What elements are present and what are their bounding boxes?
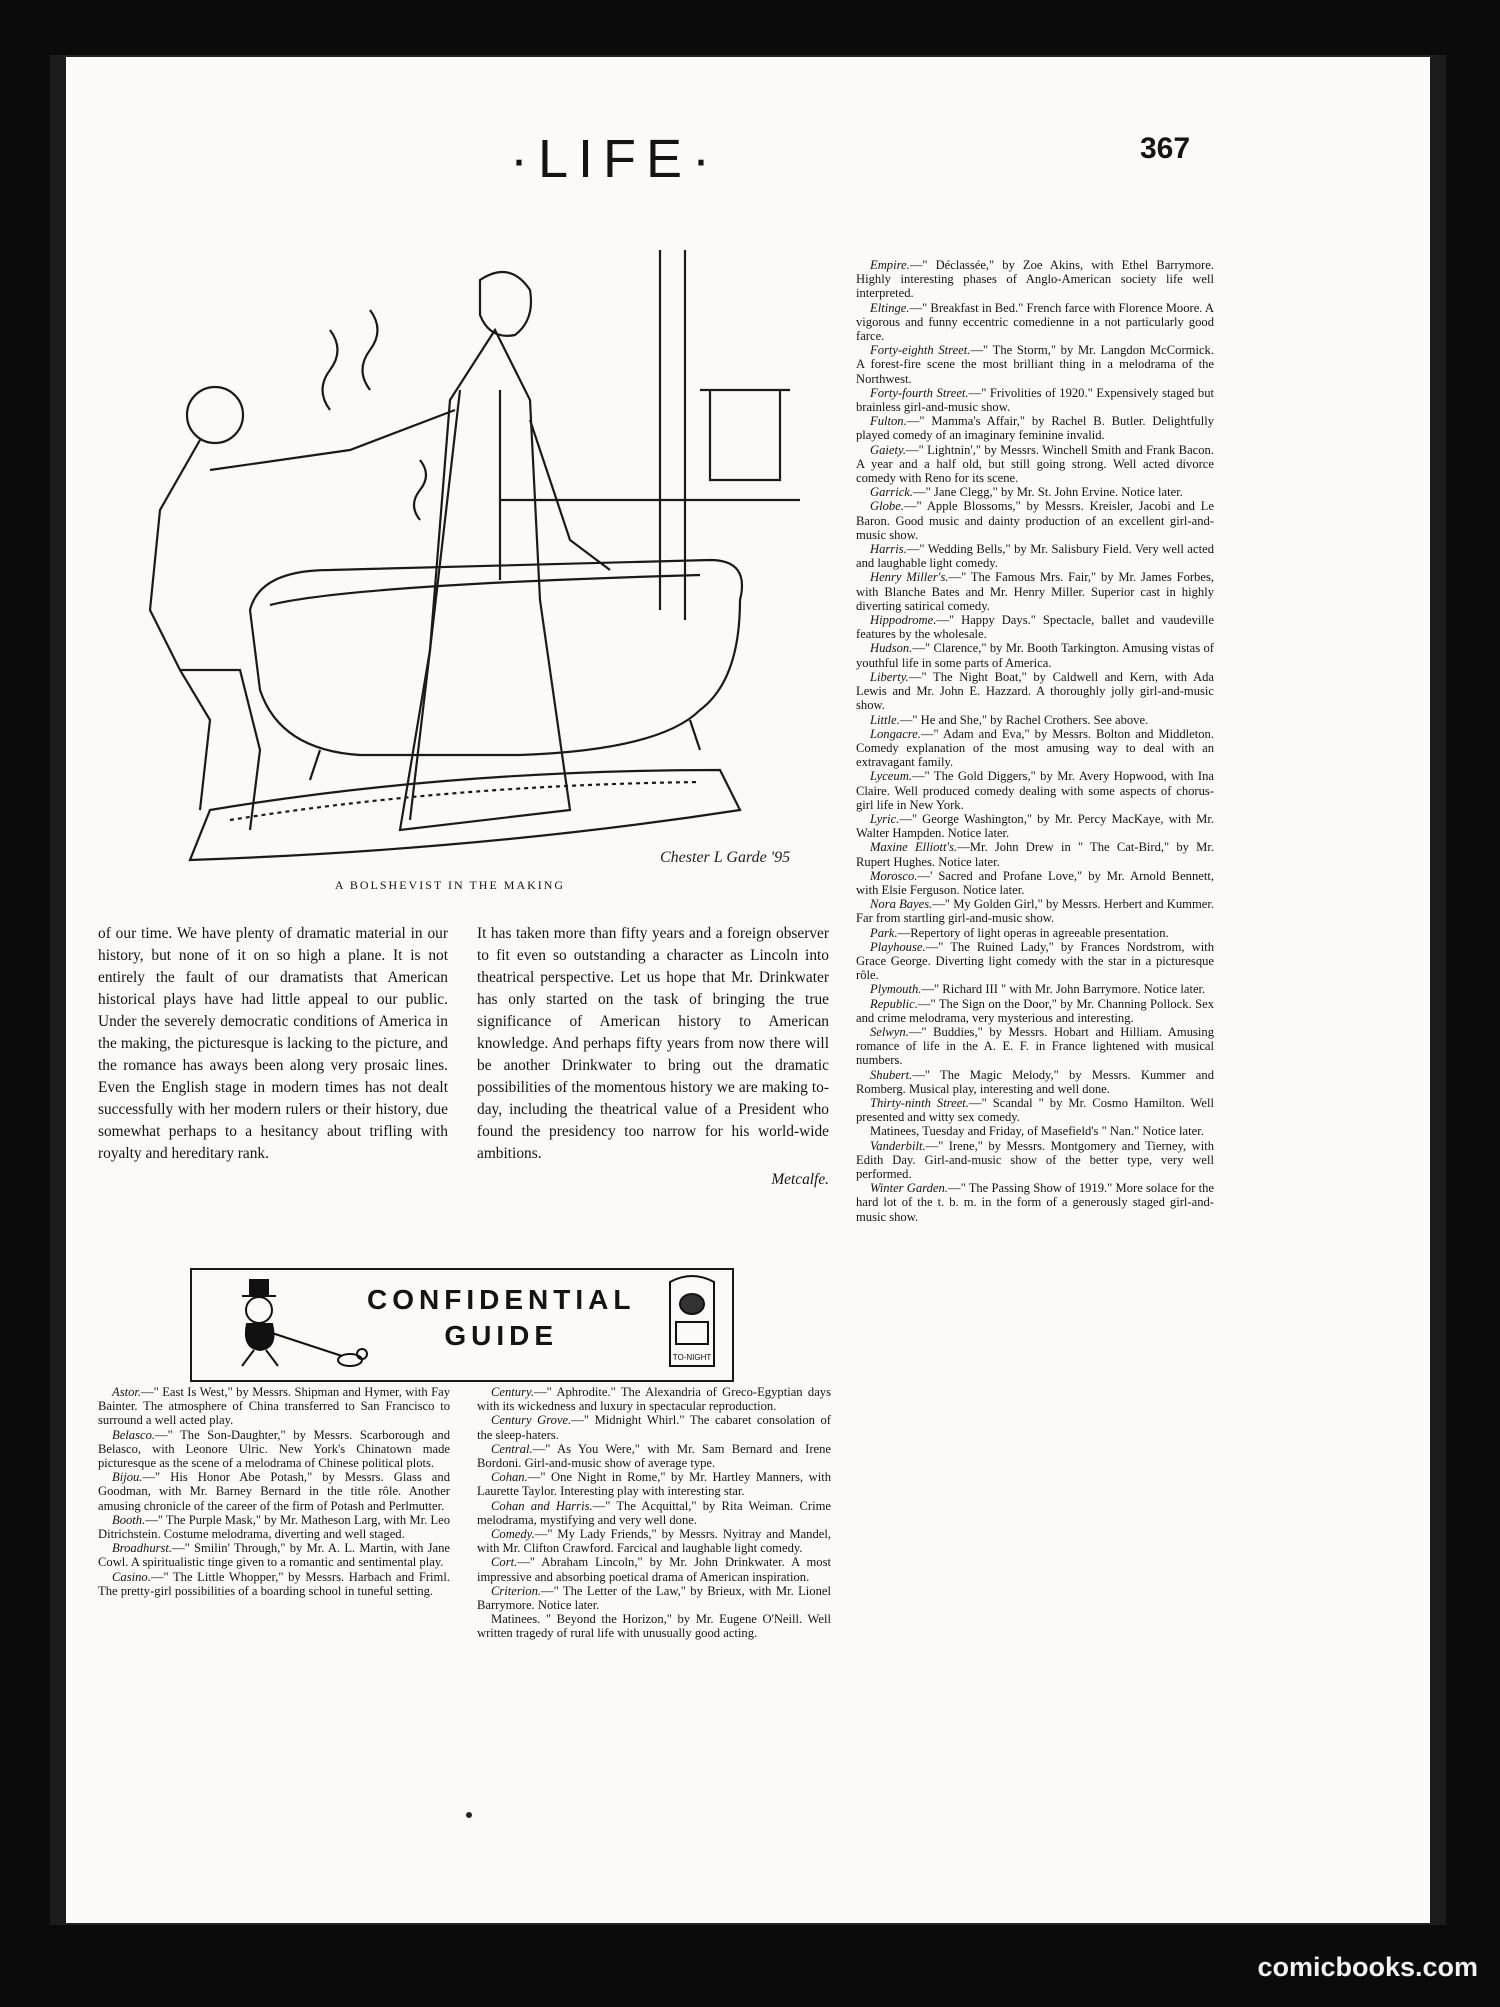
play-description: —" The Acquittal," by Rita Weiman. Crime melodrama, mystifying and very well done. [477, 1498, 831, 1527]
play-description: —" Breakfast in Bed." French farce with Florence Moore. A vigorous and funny eccentric comedienne in a not particularly good farce. [856, 300, 1214, 344]
guide-entry [856, 641, 1214, 669]
play-description: —" As You Were," with Mr. Sam Bernard and Irene Bordoni. Girl-and-music show of average type. [477, 1441, 831, 1471]
play-description: —" Apple Blossoms," by Messrs. Kreisler, Jacobi and Le Baron. Good music and dainty production of an excellent girl-and-music show. [856, 499, 1214, 542]
theater-name: Lyceum. [870, 769, 912, 784]
guide-entry [856, 940, 1214, 983]
theater-name: Comedy. [491, 1527, 535, 1542]
guide-entry [856, 812, 1214, 840]
play-description: —" Frivolities of 1920." Expensively staged but brainless girl-and-music show. [856, 385, 1214, 415]
guide-entry [856, 727, 1214, 770]
guide-entry [477, 1555, 831, 1583]
theater-name: Nora Bayes. [870, 897, 933, 912]
guide-entry [856, 713, 1214, 727]
play-description: —" Aphrodite." The Alexandria of Greco-Egyptian days with its wickedness and luxury in spectacular reproduction. [477, 1385, 831, 1414]
top-hat-man-with-dog-icon [212, 1278, 372, 1374]
play-description: —" Midnight Whirl." The cabaret consolation of the sleep-haters. [477, 1413, 831, 1442]
guide-entry [856, 570, 1214, 613]
theater-name: Casino. [112, 1569, 151, 1584]
theater-name: Forty-fourth Street. [870, 385, 969, 400]
guide-entry [856, 414, 1214, 442]
masthead: ·LIFE· [510, 129, 721, 189]
essay-left-column [98, 923, 448, 1169]
theater-name: Winter Garden. [870, 1181, 948, 1196]
guide-column-3 [856, 258, 1214, 1224]
play-description: —Repertory of light operas in agreeable presentation. [897, 925, 1169, 940]
play-description: —" The Magic Melody," by Messrs. Kummer and Romberg. Musical play, interesting and well done. [856, 1067, 1214, 1096]
guide-entry [98, 1513, 450, 1541]
theater-name: Harris. [870, 542, 907, 557]
guide-entry [856, 386, 1214, 414]
guide-entry [856, 1181, 1214, 1224]
theater-name: Century. [491, 1385, 535, 1399]
guide-entry [477, 1385, 831, 1413]
theater-name: Playhouse. [870, 939, 926, 954]
guide-entry [98, 1541, 450, 1569]
play-description: —" Smilin' Through," by Mr. A. L. Martin, with Jane Cowl. A spiritualistic tinge given to a romantic and sentimental play. [98, 1541, 450, 1570]
play-description: —" He and She," by Rachel Crothers. See above. [899, 712, 1149, 727]
page-dot [466, 1812, 472, 1818]
theater-name: Liberty. [870, 669, 909, 684]
guide-entry [856, 1096, 1214, 1124]
play-description: —" Richard III " with Mr. John Barrymore. Notice later. [921, 982, 1206, 997]
play-description: —" The Letter of the Law," by Brieux, with Mr. Lionel Barrymore. Notice later. [477, 1583, 831, 1613]
guide-entry [856, 869, 1214, 897]
play-description: —" Mamma's Affair," by Rachel B. Butler. Delightfully played comedy of an imaginary feminine invalid. [856, 414, 1214, 443]
play-description: —" Déclassée," by Zoe Akins, with Ethel Barrymore. Highly interesting phases of Anglo-American society life well interpreted. [856, 258, 1214, 301]
guide-entry [856, 485, 1214, 499]
theater-name: Central. [491, 1441, 533, 1456]
theater-name: Republic. [870, 996, 918, 1011]
theater-name: Maxine Elliott's. [870, 840, 958, 855]
guide-entry [98, 1470, 450, 1513]
guide-entry [477, 1470, 831, 1498]
play-description: —" George Washington," by Mr. Percy MacKaye, with Mr. Walter Hampden. Notice later. [856, 811, 1214, 841]
illustration-caption: A BOLSHEVIST IN THE MAKING [334, 878, 566, 892]
scan-right-border [1430, 55, 1446, 1925]
guide-entry [477, 1413, 831, 1441]
guide-entry [98, 1385, 450, 1428]
theater-name: Hudson. [870, 641, 913, 656]
guide-column-1 [98, 1385, 450, 1598]
guide-entry [856, 1139, 1214, 1182]
play-description: —" East Is West," by Messrs. Shipman and Hymer, with Fay Bainter. The atmosphere of China transferred to San Francisco to surround a well acted play. [98, 1385, 450, 1428]
play-description: Matinees. " Beyond the Horizon," by Mr. Eugene O'Neill. Well written tragedy of rural life with unusually good acting. [477, 1612, 831, 1641]
play-description: —" The Night Boat," by Caldwell and Kern, with Ada Lewis and Mr. John E. Hazzard. A thoroughly jolly girl-and-music show. [856, 669, 1214, 713]
guide-entry [856, 897, 1214, 925]
essay-right-text: It has taken more than fifty years and a foreign observer to fit even so outstanding a character as Lincoln into theatrical perspective. Let us hope that Mr. Drinkwater has only started on the task of bringing the true significance of American history to American knowledge. And perhaps fifty years from now there will be another Drinkwater to bring out the dramatic possibilities of the momentous history we are making to-day, including the theatrical value of a President who found the presidency too narrow for his world-wide ambitions. [477, 925, 829, 1162]
play-description: —" His Honor Abe Potash," by Messrs. Glass and Goodman, with Mr. Barney Bernard in the title rôle. Another amusing chronicle of the career of the firm of Potash and Perlmutter. [98, 1470, 450, 1513]
watermark: comicbooks.com [1257, 1952, 1478, 1982]
guide-entry [856, 997, 1214, 1025]
play-description: —" My Lady Friends," by Messrs. Nyitray and Mandel, with Mr. Clifton Crawford. Farcical and laughable light comedy. [477, 1527, 831, 1556]
guide-entry [477, 1527, 831, 1555]
theater-name: Broadhurst. [112, 1541, 173, 1556]
theater-name: Little. [870, 712, 900, 727]
play-description: —Mr. John Drew in " The Cat-Bird," by Mr. Rupert Hughes. Notice later. [856, 840, 1214, 869]
theater-name: Astor. [112, 1385, 142, 1399]
theater-name: Garrick. [870, 485, 914, 500]
play-description: —" Abraham Lincoln," by Mr. John Drinkwater. A most impressive and absorbing poetical drama of American inspiration. [477, 1555, 831, 1584]
play-description: —" The Purple Mask," by Mr. Matheson Larg, with Mr. Leo Ditrichstein. Costume melodrama, diverting and well staged. [98, 1512, 450, 1542]
theater-name: Globe. [870, 499, 904, 514]
theater-name: Shubert. [870, 1067, 913, 1082]
play-description: —" The Passing Show of 1919." More solace for the hard lot of the t. b. m. in the form of a generously staged girl-and-music show. [856, 1181, 1215, 1224]
guide-entry [477, 1442, 831, 1470]
essay-left-text: of our time. We have plenty of dramatic material in our history, but none of it on so high a plane. It is not entirely the fault of our dramatists that American historical plays have had little appeal to our public. Under the severely democratic conditions of America in the making, the picturesque is lacking to the picture, and the romance has aways been along very prosaic lines. Even the English stage in modern times has not dealt successfully with her modern rulers or their history, due somewhat perhaps to a hesitancy about trifling with royalty and hereditary rank. [98, 925, 448, 1162]
play-description: —" Clarence," by Mr. Booth Tarkington. Amusing vistas of youthful life in some parts of America. [856, 641, 1214, 670]
play-description: —" Scandal " by Mr. Cosmo Hamilton. Well presented and witty sex comedy. [856, 1095, 1215, 1125]
play-description: —" My Golden Girl," by Messrs. Herbert and Kummer. Far from startling girl-and-music show. [856, 897, 1215, 926]
play-description: —" The Son-Daughter," by Messrs. Scarborough and Belasco, with Leonore Ulric. New York's Chinatown made picturesque as the scene of a melodrama of Chinese political plots. [98, 1427, 450, 1471]
guide-column-2 [477, 1385, 831, 1641]
play-description: —" Jane Clegg," by Mr. St. John Ervine. Notice later. [913, 485, 1183, 500]
theater-name: Hippodrome. [870, 613, 937, 628]
guide-entry [98, 1570, 450, 1598]
play-description: —" The Little Whopper," by Messrs. Harbach and Friml. The pretty-girl possibilities of a boarding school in tuneful setting. [98, 1569, 450, 1598]
play-description: —' Sacred and Profane Love," by Mr. Arnold Bennett, with Elsie Ferguson. Notice later. [856, 868, 1214, 897]
play-description: —" Adam and Eva," by Messrs. Bolton and Middleton. Comedy explanation of the most amusing way to deal with an extravagant family. [856, 726, 1214, 770]
guide-entry [856, 343, 1214, 386]
cartoon-illustration [100, 250, 800, 870]
theater-name: Fulton. [870, 414, 907, 429]
theater-name: Belasco. [112, 1427, 156, 1442]
theater-name: Cort. [491, 1555, 518, 1570]
theater-name: Gaiety. [870, 442, 907, 457]
play-description: —" One Night in Rome," by Mr. Hartley Manners, with Laurette Taylor. Interesting play with interesting star. [477, 1470, 831, 1499]
essay-author: Metcalfe. [771, 1171, 829, 1188]
guide-entry [856, 1025, 1214, 1068]
theater-name: Lyric. [870, 811, 900, 826]
guide-entry [856, 1124, 1214, 1138]
theater-name: Plymouth. [870, 982, 922, 997]
guide-entry [856, 258, 1214, 301]
theater-name: Morosco. [870, 868, 918, 883]
guide-entry [856, 613, 1214, 641]
theater-name: Longacre. [870, 726, 921, 741]
page-number: 367 [1140, 132, 1191, 165]
play-description: —" Wedding Bells," by Mr. Salisbury Field. Very well acted and laughable light comedy. [856, 542, 1214, 571]
guide-entry [477, 1612, 831, 1640]
guide-title: CONFIDENTIAL GUIDE [367, 1284, 636, 1351]
play-description: —" Lightnin'," by Messrs. Winchell Smith and Frank Bacon. A year and a half old, but still going strong. Well acted divorce comedy with Reno for its scene. [856, 442, 1214, 486]
theater-name: Henry Miller's. [870, 570, 949, 585]
theater-name: Criterion. [491, 1583, 542, 1598]
guide-entry [856, 926, 1214, 940]
guide-entry [477, 1499, 831, 1527]
guide-entry [856, 542, 1214, 570]
guide-entry [856, 840, 1214, 868]
play-description: —" Irene," by Messrs. Montgomery and Tierney, with Edith Day. Girl-and-music show of the better type, very well performed. [856, 1138, 1214, 1181]
scan-left-border [50, 55, 66, 1925]
theater-name: Cohan. [491, 1470, 528, 1485]
theater-name: Vanderbilt. [870, 1138, 926, 1153]
play-description: —" The Famous Mrs. Fair," by Mr. James Forbes, with Blanche Bates and Mr. Henry Miller. Superior cast in highly diverting satirical comedy. [856, 570, 1214, 613]
play-description: —" Happy Days." Spectacle, ballet and vaudeville features by the wholesale. [856, 613, 1214, 642]
essay-right-column [477, 923, 829, 1195]
theater-name: Forty-eighth Street. [870, 343, 971, 358]
guide-entry [856, 982, 1214, 996]
theater-name: Empire. [870, 258, 910, 272]
theater-name: Park. [870, 925, 898, 940]
theater-sign-icon [664, 1274, 720, 1376]
play-description: —" Buddies," by Messrs. Hobart and Hilliam. Amusing romance of life in the A. E. F. in France lightened with musical numbers. [856, 1024, 1214, 1068]
guide-entry [856, 499, 1214, 542]
guide-entry [856, 1068, 1214, 1096]
confidential-guide-banner [190, 1268, 734, 1382]
theater-name: Eltinge. [870, 300, 910, 315]
guide-entry [856, 769, 1214, 812]
play-description: —" The Storm," by Mr. Langdon McCormick. A forest-fire scene the most brilliant thing in a melodrama of the Northwest. [856, 343, 1214, 386]
guide-entry [477, 1584, 831, 1612]
guide-entry [856, 443, 1214, 486]
theater-name: Booth. [112, 1512, 146, 1527]
theater-name: Cohan and Harris. [491, 1498, 593, 1513]
guide-entry [856, 670, 1214, 713]
theater-name: Selwyn. [870, 1024, 909, 1039]
guide-entry [98, 1428, 450, 1471]
theater-name: Thirty-ninth Street. [870, 1095, 969, 1110]
artist-signature: Chester L Garde '95 [660, 849, 791, 866]
play-description: —" The Ruined Lady," by Frances Nordstrom, with Grace George. Diverting light comedy with the star in a picturesque rôle. [856, 939, 1214, 983]
guide-entry [856, 301, 1214, 344]
play-description: —" The Sign on the Door," by Mr. Channing Pollock. Sex and crime melodrama, very mysterious and interesting. [856, 996, 1214, 1025]
svg-text:TO-NIGHT: TO-NIGHT [672, 1353, 712, 1362]
play-description: —" The Gold Diggers," by Mr. Avery Hopwood, with Ina Claire. Well produced comedy dealing with some aspects of chorus-girl life in New York. [856, 769, 1214, 812]
theater-name: Century Grove. [491, 1413, 572, 1428]
play-description: Matinees, Tuesday and Friday, of Masefield's " Nan." Notice later. [870, 1124, 1204, 1139]
theater-name: Bijou. [112, 1470, 143, 1485]
